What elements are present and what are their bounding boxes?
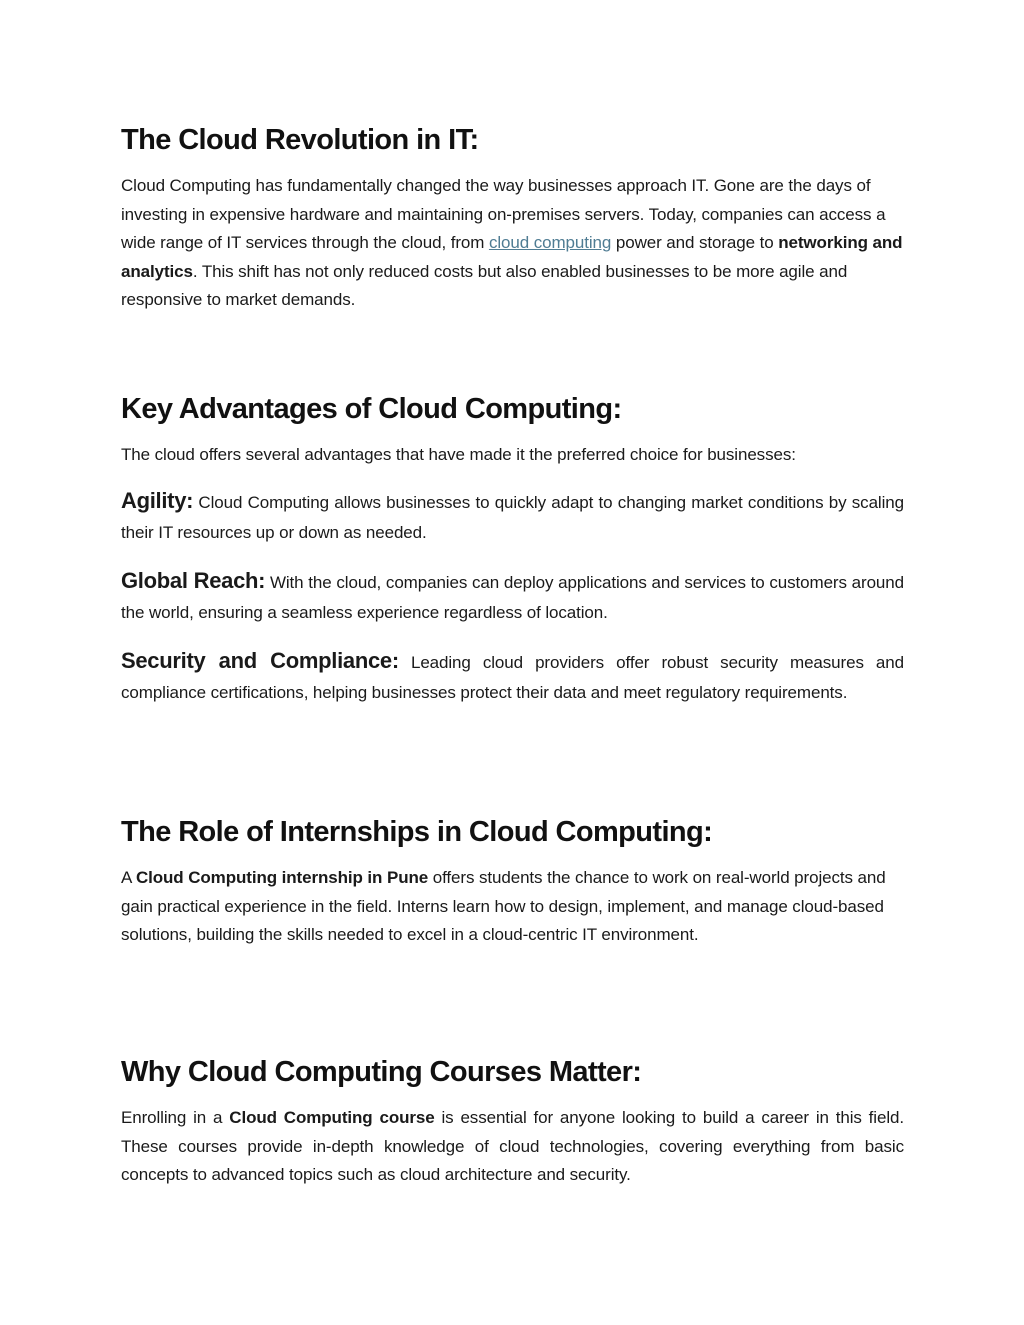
section-cloud-revolution (121, 122, 904, 315)
paragraph-text: is essential for anyone looking to build a career in this field. These courses provide in-depth knowledge of cloud technologies, covering everything from basic concepts to advanced topics such as cloud architecture and security. (121, 1108, 904, 1185)
cloud-computing-link[interactable]: cloud computing (488, 233, 612, 253)
paragraph-text: Cloud Computing has fundamentally changed the way businesses approach IT. Gone are the days of investing in expensive hardware and maintaining on-premises servers. Today, companies can access a wide range of IT services through the cloud, from (121, 176, 886, 253)
section-heading: The Cloud Revolution in IT: (121, 124, 479, 156)
advantage-item-agility (121, 486, 904, 548)
advantage-item-security (121, 646, 904, 708)
section-courses (121, 1054, 904, 1190)
section-heading: Why Cloud Computing Courses Matter: (121, 1056, 642, 1088)
bold-phrase: networking and analytics (121, 233, 903, 281)
paragraph-text: offers students the chance to work on real-world projects and gain practical experience in the field. Interns learn how to design, implement, and manage cloud-based solutions, building the skills needed to excel in a cloud-centric IT environment. (121, 868, 886, 945)
section-heading: Key Advantages of Cloud Computing: (121, 393, 622, 425)
advantage-term: Security and Compliance: (121, 647, 399, 673)
advantage-term: Agility: (121, 487, 194, 513)
section-internships (121, 814, 904, 950)
advantage-term: Global Reach: (121, 567, 266, 593)
paragraph-text: Enrolling in a (121, 1108, 230, 1127)
paragraph-text: . This shift has not only reduced costs but also enabled businesses to be more agile and responsive to market demands. (121, 261, 848, 310)
advantage-text: With the cloud, companies can deploy applications and services to customers around the world, ensuring a seamless experience regardless of location. (121, 572, 904, 622)
section-heading: The Role of Internships in Cloud Computing: (121, 816, 713, 848)
advantage-text: Leading cloud providers offer robust security measures and compliance certifications, helping businesses protect their data and meet regulatory requirements. (121, 652, 904, 702)
section-paragraph (121, 172, 904, 315)
section-paragraph (121, 864, 904, 950)
advantage-text: Cloud Computing allows businesses to quickly adapt to changing market conditions by scaling their IT resources up or down as needed. (121, 492, 904, 542)
bold-phrase: Cloud Computing internship in Pune (135, 868, 429, 887)
section-intro: The cloud offers several advantages that have made it the preferred choice for businesses: (121, 445, 796, 464)
paragraph-text: A (121, 868, 136, 887)
paragraph-text: power and storage to (611, 233, 779, 253)
advantage-item-global-reach (121, 566, 904, 628)
section-key-advantages (121, 391, 904, 708)
bold-phrase: Cloud Computing course (229, 1108, 435, 1127)
section-paragraph (121, 1104, 904, 1190)
